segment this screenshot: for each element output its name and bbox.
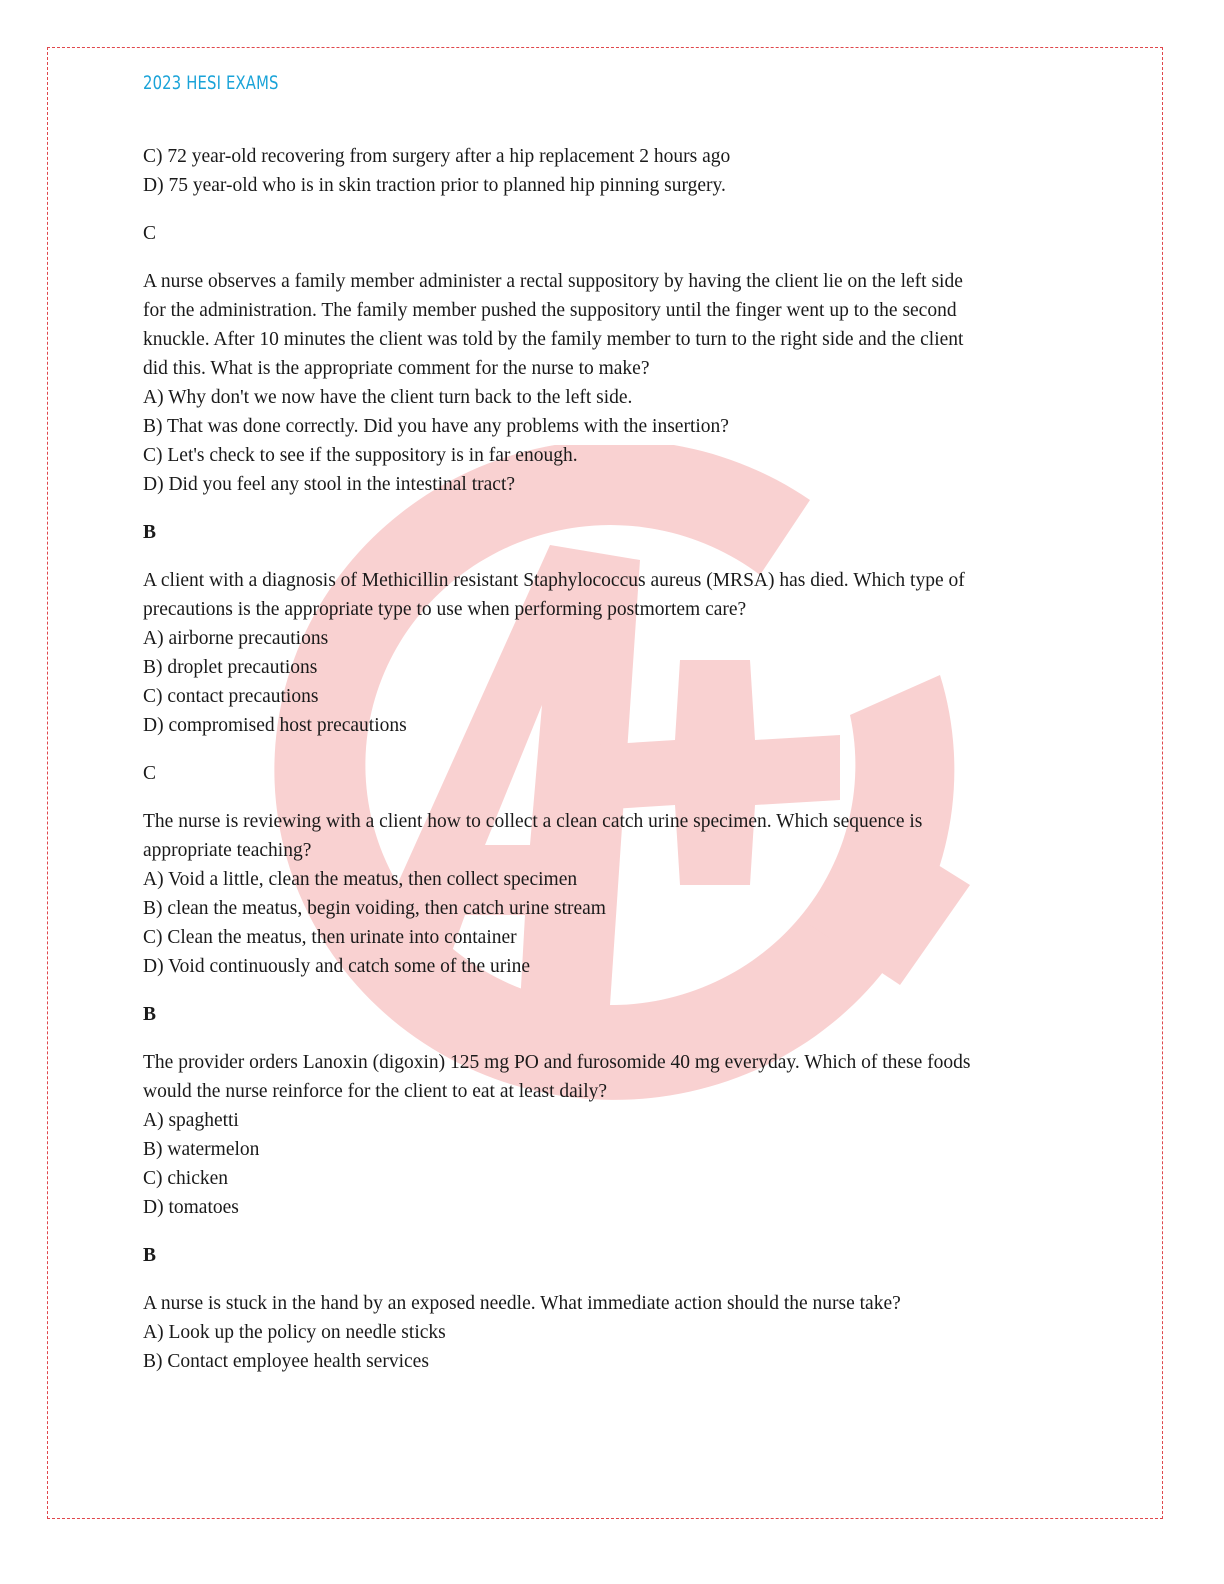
text-line: C) contact precautions bbox=[143, 686, 319, 707]
document-content bbox=[143, 142, 1083, 1376]
block-gap bbox=[143, 788, 1083, 807]
text-line: C) 72 year-old recovering from surgery after a hip replacement 2 hours ago bbox=[143, 146, 731, 167]
text-line: knuckle. After 10 minutes the client was told by the family member to turn to the right side and the client bbox=[143, 329, 964, 350]
text-line: A) Look up the policy on needle sticks bbox=[143, 1322, 446, 1343]
text-line: B) clean the meatus, begin voiding, then catch urine stream bbox=[143, 898, 606, 919]
answer-key: B bbox=[143, 1245, 157, 1266]
block-gap bbox=[143, 547, 1083, 566]
text-line: B) Contact employee health services bbox=[143, 1351, 429, 1372]
text-line: C) Let's check to see if the suppository is in far enough. bbox=[143, 445, 578, 466]
text-line: D) compromised host precautions bbox=[143, 715, 407, 736]
question-block bbox=[143, 142, 1083, 200]
text-line: C) chicken bbox=[143, 1168, 229, 1189]
question-block bbox=[143, 1289, 1083, 1376]
answer-key: B bbox=[143, 522, 157, 543]
text-line: D) Did you feel any stool in the intestinal tract? bbox=[143, 474, 516, 495]
block-gap bbox=[143, 1270, 1083, 1289]
text-line: A) airborne precautions bbox=[143, 628, 329, 649]
text-line: would the nurse reinforce for the client to eat at least daily? bbox=[143, 1081, 608, 1102]
block-gap bbox=[143, 740, 1083, 759]
answer-key: B bbox=[143, 1004, 157, 1025]
block-gap bbox=[143, 981, 1083, 1000]
text-line: The nurse is reviewing with a client how to collect a clean catch urine specimen. Which sequence is bbox=[143, 811, 923, 832]
block-gap bbox=[143, 499, 1083, 518]
text-line: A nurse is stuck in the hand by an exposed needle. What immediate action should the nurse take? bbox=[143, 1293, 901, 1314]
text-line: A) Void a little, clean the meatus, then collect specimen bbox=[143, 869, 578, 890]
text-line: The provider orders Lanoxin (digoxin) 125 mg PO and furosomide 40 mg everyday. Which of these foods bbox=[143, 1052, 971, 1073]
text-line: C) Clean the meatus, then urinate into container bbox=[143, 927, 517, 948]
text-line: A nurse observes a family member administer a rectal suppository by having the client lie on the left side bbox=[143, 271, 963, 292]
question-block bbox=[143, 566, 1083, 740]
text-line: D) Void continuously and catch some of the urine bbox=[143, 956, 531, 977]
question-block bbox=[143, 807, 1083, 981]
block-gap bbox=[143, 1029, 1083, 1048]
text-line: appropriate teaching? bbox=[143, 840, 312, 861]
text-line: B) That was done correctly. Did you have any problems with the insertion? bbox=[143, 416, 729, 437]
answer-key: C bbox=[143, 763, 157, 784]
text-line: B) droplet precautions bbox=[143, 657, 318, 678]
text-line: A) spaghetti bbox=[143, 1110, 239, 1131]
text-line: B) watermelon bbox=[143, 1139, 260, 1160]
text-line: D) tomatoes bbox=[143, 1197, 239, 1218]
text-line: D) 75 year-old who is in skin traction prior to planned hip pinning surgery. bbox=[143, 175, 726, 196]
block-gap bbox=[143, 248, 1083, 267]
question-block bbox=[143, 1048, 1083, 1222]
question-block bbox=[143, 267, 1083, 499]
text-line: precautions is the appropriate type to use when performing postmortem care? bbox=[143, 599, 747, 620]
answer-key: C bbox=[143, 223, 157, 244]
block-gap bbox=[143, 200, 1083, 219]
text-line: A) Why don't we now have the client turn back to the left side. bbox=[143, 387, 633, 408]
block-gap bbox=[143, 1222, 1083, 1241]
text-line: A client with a diagnosis of Methicillin resistant Staphylococcus aureus (MRSA) has died. Which type of bbox=[143, 570, 965, 591]
header-title: 2023 HESI EXAMS bbox=[143, 72, 279, 94]
text-line: did this. What is the appropriate comment for the nurse to make? bbox=[143, 358, 650, 379]
text-line: for the administration. The family member pushed the suppository until the finger went up to the second bbox=[143, 300, 957, 321]
